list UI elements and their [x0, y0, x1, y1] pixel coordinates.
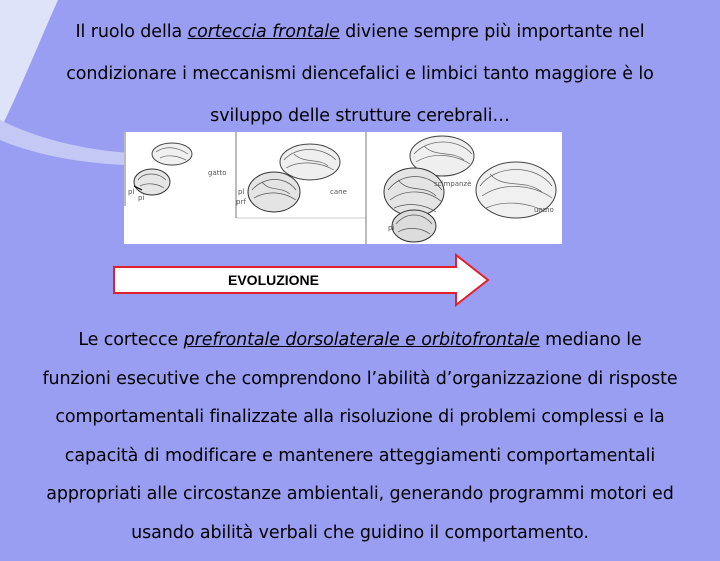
body-line-1 — [0, 330, 720, 369]
prf-label: prf — [236, 198, 246, 206]
intro-paragraph — [0, 22, 720, 148]
body-text: Le cortecce — [78, 330, 183, 350]
scimpanze-label: scimpanzè — [434, 180, 471, 188]
evoluzione-label: EVOLUZIONE — [228, 272, 319, 288]
intro-text: diviene sempre più importante nel — [340, 22, 645, 42]
body-line-5: appropriati alle circostanze ambientali, generando programmi motori ed — [0, 484, 720, 523]
body-line-4: capacità di modificare e mantenere atteggiamenti comportamentali — [0, 446, 720, 485]
body-line-3: comportamentali finalizzate alla risoluzione di problemi complessi e la — [0, 407, 720, 446]
cortecce-term: prefrontale dorsolaterale e orbitofrontale — [184, 330, 540, 350]
gatto-label: gatto — [208, 169, 227, 177]
intro-line-2: condizionare i meccanismi diencefalici e limbici tanto maggiore è lo — [0, 64, 720, 106]
body-line-6: usando abilità verbali che guidino il comportamento. — [0, 523, 720, 561]
cat-brain-lateral — [152, 143, 192, 165]
body-line-2: funzioni esecutive che comprendono l’abilità d’organizzazione di risposte — [0, 369, 720, 408]
cat-brain-front — [134, 169, 170, 195]
dog-brain-lateral — [280, 144, 340, 180]
pi-label: pi — [138, 194, 144, 202]
uomo-label: uomo — [534, 206, 554, 214]
body-paragraph — [0, 330, 720, 561]
body-text: mediano le — [540, 330, 642, 350]
corteccia-frontale-term: corteccia frontale — [188, 22, 340, 42]
intro-line-3: sviluppo delle strutture cerebrali… — [0, 106, 720, 148]
pl-label: pl — [128, 188, 134, 196]
intro-line-1 — [0, 22, 720, 64]
pl-label: pl — [238, 188, 244, 196]
human-brain-front — [392, 210, 436, 242]
cane-label: cane — [330, 188, 347, 196]
brain-evolution-figure — [124, 132, 562, 244]
intro-text: Il ruolo della — [75, 22, 187, 42]
dog-brain-front — [248, 172, 300, 212]
chimp-brain-front — [384, 168, 444, 216]
pi-label: pi — [388, 224, 394, 232]
